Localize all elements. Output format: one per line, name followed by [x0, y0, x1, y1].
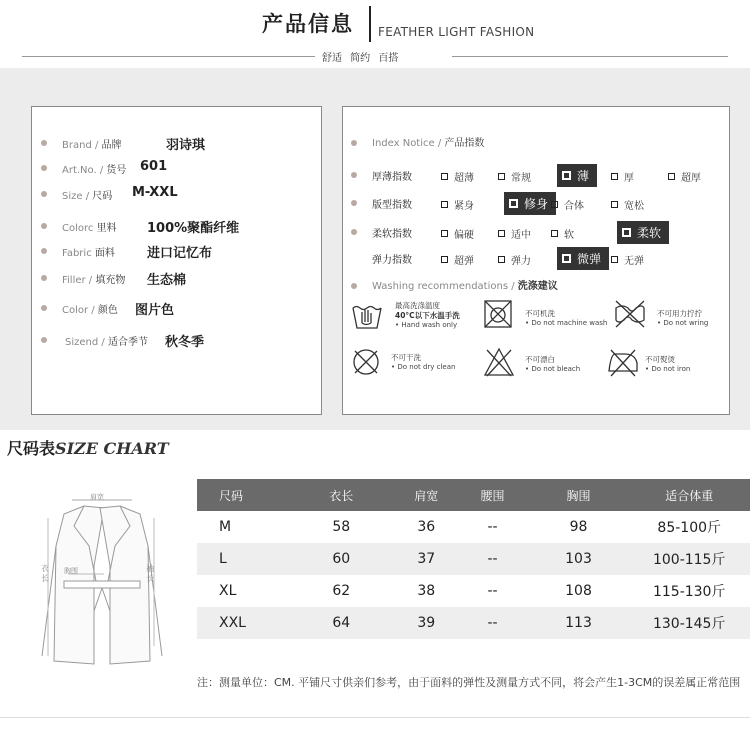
index-option — [441, 197, 474, 212]
info-label-cn: 填充物 — [95, 275, 126, 286]
index-option-label: 软 — [564, 230, 574, 241]
checkbox-icon — [498, 230, 505, 237]
table-cell: 103 — [529, 543, 629, 575]
bullet-dot — [41, 337, 47, 343]
index-option-selected — [557, 164, 597, 187]
length-label: 衣长 — [41, 564, 49, 583]
no-iron-icon — [605, 346, 641, 382]
table-cell: 38 — [417, 583, 436, 599]
table-cell: 85-100斤 — [657, 520, 722, 536]
index-option-label: 微弹 — [577, 252, 602, 266]
info-label-en: Art.No. / — [62, 165, 104, 176]
info-label-en: Sizend / — [65, 337, 105, 348]
table-cell: 36 — [417, 519, 436, 535]
index-option-selected — [504, 192, 556, 215]
info-label-en: Fabric — [62, 248, 92, 259]
info-value: 秋冬季 — [165, 335, 205, 350]
info-label — [62, 161, 126, 176]
table-cell: 64 — [287, 607, 396, 639]
table-cell: -- — [487, 519, 498, 535]
index-row-label: 柔软指数 — [372, 229, 412, 240]
product-info-panel — [31, 106, 322, 415]
checkbox-icon — [562, 171, 571, 180]
info-value: 图片色 — [135, 303, 175, 318]
index-option-label: 常规 — [511, 173, 531, 184]
table-cell: XXL — [197, 607, 287, 639]
index-option-label: 超薄 — [454, 173, 474, 184]
size-table-header — [197, 479, 750, 511]
index-option — [611, 197, 644, 212]
table-row — [197, 575, 750, 607]
washing-cn: 不可漂白 — [525, 355, 555, 364]
info-label-cn: 尺码 — [92, 191, 113, 202]
checkbox-icon — [441, 173, 448, 180]
table-cell: 130-145斤 — [628, 607, 750, 639]
size-table — [197, 479, 750, 639]
info-label — [62, 271, 125, 286]
washing-en: • Do not bleach — [525, 365, 581, 373]
index-option-label: 偏硬 — [454, 230, 474, 241]
hand-wash-icon — [350, 298, 384, 336]
table-cell: 98 — [569, 519, 588, 535]
bullet-dot — [41, 223, 47, 229]
info-value: M-XXL — [132, 185, 178, 200]
checkbox-icon — [622, 228, 631, 237]
index-option — [611, 169, 634, 184]
no-dry-clean-icon — [350, 346, 382, 382]
info-label — [65, 333, 148, 348]
footer-rule — [0, 717, 750, 718]
checkbox-icon — [551, 230, 558, 237]
bullet-dot — [351, 229, 357, 235]
bullet-dot — [41, 165, 47, 171]
page-subtitle: 舒适 简约 百搭 — [322, 53, 399, 64]
table-row — [197, 511, 750, 543]
table-row — [197, 607, 750, 639]
table-cell: 115-130斤 — [652, 584, 726, 600]
checkbox-icon — [498, 256, 505, 263]
bullet-dot — [41, 191, 47, 197]
info-label-cn: 里料 — [96, 223, 117, 234]
info-value: 进口记忆布 — [147, 246, 213, 261]
index-option-label: 适中 — [511, 230, 531, 241]
table-cell: 60 — [287, 543, 396, 575]
info-label-cn: 面料 — [94, 248, 115, 259]
index-option-label: 厚 — [624, 173, 634, 184]
size-table-body — [197, 511, 750, 639]
checkbox-icon — [509, 199, 518, 208]
subtitle-rule-left — [22, 56, 315, 57]
checkbox-icon — [441, 230, 448, 237]
table-cell: 62 — [332, 583, 351, 599]
info-label — [62, 136, 122, 151]
size-table-header-cell: 肩宽 — [396, 479, 457, 511]
checkbox-icon — [441, 201, 448, 208]
table-cell: 108 — [565, 583, 592, 599]
index-option-selected — [557, 247, 609, 270]
no-wring-icon — [613, 299, 647, 333]
info-label-cn: 颜色 — [97, 305, 118, 316]
index-option — [441, 252, 474, 267]
bullet-dot — [41, 248, 47, 254]
index-option-label: 宽松 — [624, 201, 644, 212]
index-title: Index Notice / 产品指数 — [372, 138, 485, 149]
table-cell: 37 — [396, 543, 457, 575]
bullet-dot — [351, 200, 357, 206]
index-option — [668, 169, 701, 184]
checkbox-icon — [668, 173, 675, 180]
info-label — [62, 301, 118, 316]
bullet-dot — [41, 140, 47, 146]
bust-label: 胸围 — [64, 567, 78, 575]
checkbox-icon — [551, 201, 558, 208]
index-option-label: 修身 — [524, 197, 549, 211]
info-value: 601 — [140, 159, 168, 174]
info-label — [62, 244, 115, 259]
index-row-label: 弹力指数 — [372, 255, 412, 266]
checkbox-icon — [562, 254, 571, 263]
washing-en: • Hand wash only — [395, 321, 458, 329]
index-option — [498, 226, 531, 241]
no-machine-wash-icon — [482, 298, 514, 334]
checkbox-icon — [611, 256, 618, 263]
index-option — [441, 169, 474, 184]
table-cell: -- — [456, 607, 528, 639]
washing-en: • Do not wring — [657, 319, 709, 327]
index-option — [551, 226, 574, 241]
info-value: 100%聚酯纤维 — [147, 221, 240, 236]
info-label-cn: 适合季节 — [107, 337, 148, 348]
washing-en: • Do not iron — [645, 365, 691, 373]
washing-en: • Do not dry clean — [391, 363, 456, 371]
index-option — [441, 226, 474, 241]
info-label-en: Size / — [62, 191, 90, 202]
table-cell: M — [219, 519, 232, 535]
washing-cn-2: 40°C以下水温手洗 — [395, 311, 460, 320]
washing-cn: 不可用力拧拧 — [657, 309, 702, 318]
checkbox-icon — [611, 201, 618, 208]
washing-item-text — [525, 355, 580, 374]
washing-cn: 不可干洗 — [391, 353, 421, 362]
checkbox-icon — [611, 173, 618, 180]
page-title-en: FEATHER LIGHT FASHION — [378, 25, 535, 39]
subtitle-rule-right — [452, 56, 728, 57]
bullet-dot — [351, 140, 357, 146]
title-divider — [369, 6, 371, 42]
size-table-header-cell: 衣长 — [287, 479, 396, 511]
index-option-label: 弹力 — [511, 256, 531, 267]
index-panel — [342, 106, 730, 415]
index-option-label: 超弹 — [454, 256, 474, 267]
table-cell: 58 — [332, 519, 351, 535]
index-option-label: 合体 — [564, 201, 584, 212]
index-option — [498, 252, 531, 267]
washing-item-text — [391, 353, 455, 372]
table-cell: XL — [219, 583, 237, 599]
info-value: 羽诗琪 — [166, 138, 206, 153]
info-label-en: Filler / — [62, 275, 93, 286]
index-option-label: 柔软 — [637, 226, 662, 240]
sleeve-label: 袖长 — [146, 564, 154, 583]
washing-cn: 最高洗涤温度 — [395, 301, 440, 310]
info-label-cn: 货号 — [106, 165, 127, 176]
bullet-dot — [351, 283, 357, 289]
info-value: 生态棉 — [147, 273, 187, 288]
table-cell: 39 — [396, 607, 457, 639]
size-chart-title: 尺码表SIZE CHART — [7, 439, 169, 458]
table-row — [197, 543, 750, 575]
washing-en: • Do not machine wash — [525, 319, 608, 327]
info-label — [62, 187, 112, 202]
table-cell: 100-115斤 — [628, 543, 750, 575]
size-table-header-cell: 适合体重 — [628, 479, 750, 511]
size-table-header-cell: 腰围 — [456, 479, 528, 511]
shoulder-label: 肩宽 — [90, 493, 104, 501]
washing-item-text — [525, 309, 607, 328]
washing-item-text — [395, 301, 460, 330]
index-row-label: 版型指数 — [372, 200, 412, 211]
washing-item-text — [657, 309, 708, 328]
washing-title: Washing recommendations / 洗涤建议 — [372, 281, 558, 292]
coat-diagram — [34, 486, 170, 680]
index-option-label: 超厚 — [681, 173, 701, 184]
info-label-cn: 品牌 — [101, 140, 122, 151]
page-title: 产品信息 — [262, 12, 354, 36]
washing-cn: 不可熨烫 — [645, 355, 675, 364]
index-option-label: 无弹 — [624, 256, 644, 267]
size-table-header-cell: 尺码 — [197, 479, 287, 511]
bullet-dot — [41, 305, 47, 311]
index-option-label: 薄 — [577, 169, 590, 183]
bullet-dot — [41, 275, 47, 281]
washing-item-text — [645, 355, 690, 374]
no-bleach-icon — [482, 346, 516, 382]
info-label — [62, 219, 117, 234]
table-cell: L — [197, 543, 287, 575]
index-row-label: 厚薄指数 — [372, 172, 412, 183]
info-label-en: Colorc — [62, 223, 94, 234]
size-table-header-cell: 胸围 — [529, 479, 629, 511]
measurement-note: 注：测量单位：CM. 平铺尺寸供亲们参考，由于面料的弹性及测量方式不同，将会产生1-3CM的误差属正常范围 — [197, 676, 741, 689]
washing-cn: 不可机洗 — [525, 309, 555, 318]
index-option — [551, 197, 584, 212]
table-cell: -- — [487, 583, 498, 599]
info-label-en: Brand / — [62, 140, 99, 151]
index-option — [611, 252, 644, 267]
checkbox-icon — [441, 256, 448, 263]
index-option — [498, 169, 531, 184]
table-cell: 113 — [529, 607, 629, 639]
info-label-en: Color / — [62, 305, 95, 316]
table-cell: -- — [456, 543, 528, 575]
checkbox-icon — [498, 173, 505, 180]
bullet-dot — [351, 172, 357, 178]
index-option-selected — [617, 221, 669, 244]
index-option-label: 紧身 — [454, 201, 474, 212]
